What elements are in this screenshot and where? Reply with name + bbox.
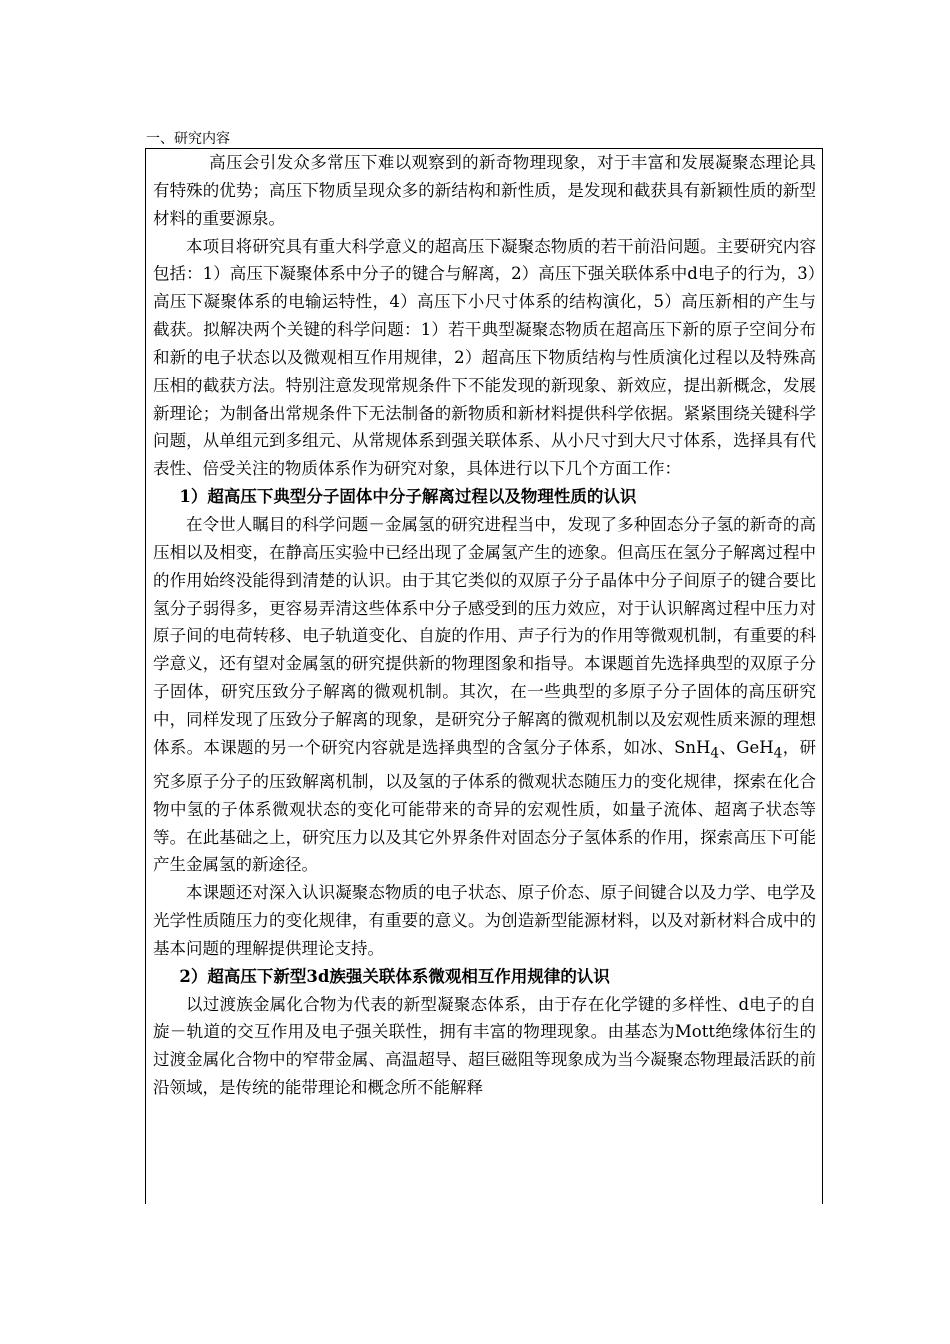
subscript-4: 4 [710, 745, 720, 762]
subscript-4: 4 [773, 745, 783, 762]
paragraph-topic-1 [153, 511, 816, 879]
paragraph-topic-1-part-b: ，研究多原子分子的压致解离机制，以及氢的子体系的微观状态随压力的变化规律，探索在化合物中氢的子体系微观状态的变化可能带来的奇异的宏观性质，如量子流体、超离子状态等等。在此基础之上，研究压力以及其它外界条件对固态分子氢体系的作用，探索高压下可能产生金属氢的新途径。 [153, 737, 817, 875]
paragraph-topic-1-part-a: 在令世人瞩目的科学问题－金属氢的研究进程当中，发现了多种固态分子氢的新奇的高压相以及相变，在静高压实验中已经出现了金属氢产生的迹象。但高压在氢分子解离过程中的作用始终没能得到清楚的认识。由于其它类似的双原子分子晶体中分子间原子的键合要比氢分子弱得多，更容易弄清这些体系中分子感受到的压力效应，对于认识解离过程中压力对原子间的电荷转移、电子轨道变化、自旋的作用、声子行为的作用等微观机制，有重要的科学意义，还有望对金属氢的研究提供新的物理图象和指导。本课题首先选择典型的双原子分子固体，研究压致分子解离的微观机制。其次，在一些典型的多原子分子固体的高压研究中，同样发现了压致分子解离的现象，是研究分子解离的微观机制以及宏观性质来源的理想体系。本课题的另一个研究内容就是选择典型的含氢分子体系，如冰、SnH [153, 514, 816, 757]
paragraph-intro: 高压会引发众多常压下难以观察到的新奇物理现象，对于丰富和发展凝聚态理论具有特殊的优势；高压下物质呈现众多的新结构和新性质，是发现和截获具有新颖性质的新型材料的重要源泉。 [153, 153, 816, 228]
heading-topic-1: 1）超高压下典型分子固体中分子解离过程以及物理性质的认识 [179, 487, 637, 507]
section-title: 一、研究内容 [146, 131, 230, 147]
paragraph-significance: 本课题还对深入认识凝聚态物质的电子状态、原子价态、原子间键合以及力学、电学及光学性质随压力的变化规律，有重要的意义。为创造新型能源材料，以及对新材料合成中的基本问题的理解提供理论支持。 [153, 883, 816, 958]
paragraph-topic-2: 以过渡族金属化合物为代表的新型凝聚态体系，由于存在化学键的多样性、d电子的自旋－轨道的交互作用及电子强关联性，拥有丰富的物理现象。由基态为Mott绝缘体衍生的过渡金属化合物中的窄带金属、高温超导、超巨磁阻等现象成为当今凝聚态物理最活跃的前沿领域，是传统的能带理论和概念所不能解释 [153, 994, 816, 1098]
heading-topic-2: 2）超高压下新型3d族强关联体系微观相互作用规律的认识 [179, 966, 610, 986]
paragraph-project-overview: 本项目将研究具有重大科学意义的超高压下凝聚态物质的若干前沿问题。主要研究内容包括：1）高压下凝聚体系中分子的键合与解离，2）高压下强关联体系中d电子的行为，3）高压下凝聚体系的电输运特性，4）高压下小尺寸体系的结构演化，5）高压新相的产生与截获。拟解决两个关键的科学问题：1）若干典型凝聚态物质在超高压下新的原子空间分布和新的电子状态以及微观相互作用规律，2）超高压下物质结构与性质演化过程以及特殊高压相的截获方法。特别注意发现常规条件下不能发现的新现象、新效应，提出新概念，发展新理论；为制备出常规条件下无法制备的新物质和新材料提供科学依据。紧紧围绕关键科学问题，从单组元到多组元、从常规体系到强关联体系、从小尺寸到大尺寸体系，选择具有代表性、倍受关注的物质体系作为研究对象，具体进行以下几个方面工作： [153, 236, 816, 479]
separator-text: 、GeH [719, 737, 774, 757]
content-box [145, 148, 823, 1204]
